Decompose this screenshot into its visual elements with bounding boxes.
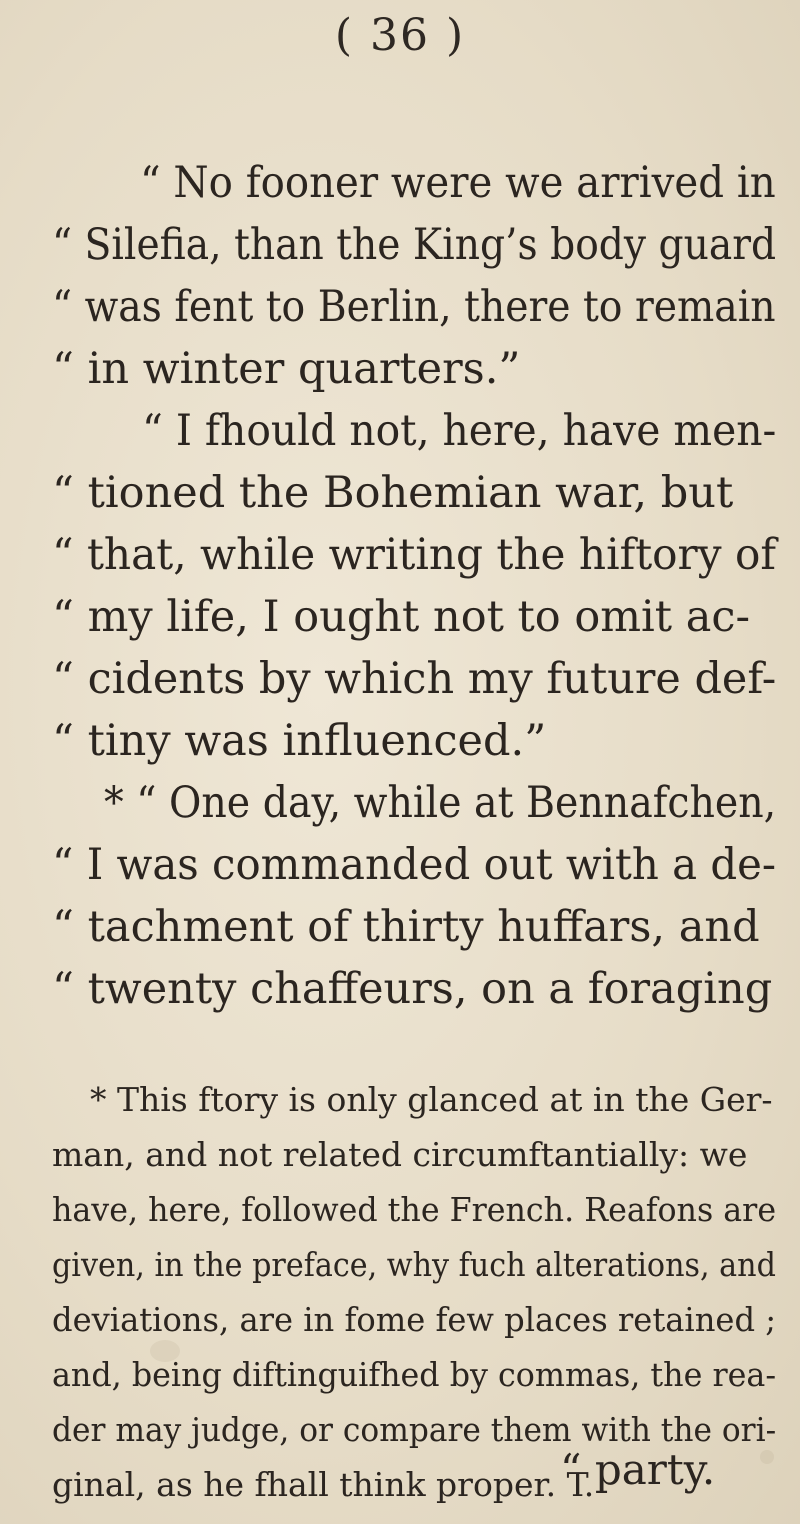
text-line: “ my life, I ought not to omit ac-: [52, 592, 750, 642]
footnote-line: man, and not related circumftantially: we: [52, 1135, 748, 1174]
page-number: ( 36 ): [334, 10, 466, 61]
footnote-line: given, in the preface, why fuch alterations, and: [52, 1245, 776, 1284]
text-line: “ tachment of thirty huffars, and: [52, 902, 760, 952]
text-line: “ Silefia, than the King’s body guard: [52, 220, 777, 270]
footnote-line: der may judge, or compare them with the ori-: [52, 1410, 777, 1449]
text-line: “ I fhould not, here, have men-: [142, 406, 777, 456]
footnote-line: deviations, are in fome few places retained ;: [52, 1300, 777, 1339]
text-line: “ I was commanded out with a de-: [52, 840, 777, 890]
text-line: “ cidents by which my future def-: [52, 654, 777, 704]
text-line: “ in winter quarters.”: [52, 344, 521, 394]
text-line: * “ One day, while at Bennafchen,: [104, 778, 777, 828]
catchword: “ party.: [560, 1445, 716, 1494]
text-line: “ that, while writing the hiftory of: [52, 530, 776, 580]
footnote-line: and, being diftinguifhed by commas, the rea-: [52, 1355, 777, 1394]
text-line: “ tioned the Bohemian war, but: [52, 468, 734, 518]
text-line: “ was fent to Berlin, there to remain: [52, 282, 776, 332]
text-line: “ No fooner were we arrived in: [140, 158, 776, 208]
text-line: “ twenty chaffeurs, on a foraging: [52, 964, 773, 1014]
footnote-line: ginal, as he fhall think proper. T.: [52, 1465, 595, 1504]
text-line: “ tiny was influenced.”: [52, 716, 547, 766]
footnote-line: have, here, followed the French. Reafons are: [52, 1190, 777, 1229]
footnote-line: * This ftory is only glanced at in the Ger-: [90, 1080, 773, 1119]
